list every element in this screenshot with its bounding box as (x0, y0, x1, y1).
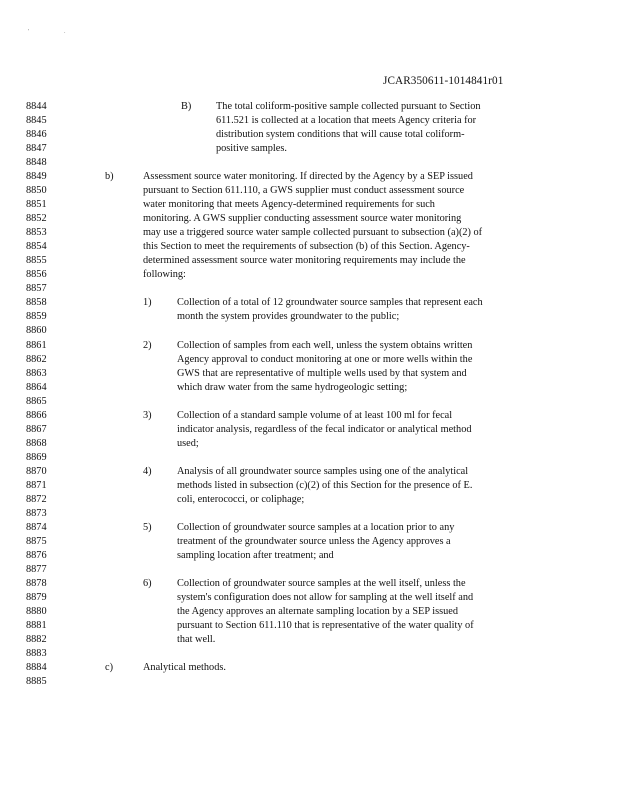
text-line: Collection of groundwater source samples at the well itself, unless the (177, 578, 466, 590)
text-line: treatment of the groundwater source unless the Agency approves a (177, 535, 451, 547)
text-line: this Section to meet the requirements of subsection (b) of this Section. Agency- (143, 241, 470, 253)
line-number: 8858 (26, 297, 47, 309)
line-number: 8877 (26, 563, 47, 575)
line-number: 8878 (26, 578, 47, 590)
text-line: Collection of a standard sample volume of at least 100 ml for fecal (177, 409, 453, 421)
text-line: sampling location after treatment; and (177, 549, 334, 561)
item-label: c) (105, 662, 113, 674)
text-line: positive samples. (216, 143, 287, 155)
line-number: 8875 (26, 535, 47, 547)
text-line: pursuant to Section 611.110 that is representative of the water quality of (177, 620, 474, 632)
text-line: Analysis of all groundwater source samples using one of the analytical (177, 465, 469, 477)
text-line: which draw water from the same hydrogeologic setting; (177, 381, 408, 393)
text-line: Collection of samples from each well, unless the system obtains written (177, 339, 473, 351)
line-number: 8873 (26, 507, 47, 519)
text-line: indicator analysis, regardless of the fecal indicator or analytical method (177, 423, 472, 435)
line-number: 8879 (26, 592, 47, 604)
item-label: 6) (143, 578, 152, 590)
item-label: B) (181, 101, 192, 112)
line-number: 8885 (26, 676, 47, 688)
text-line: water monitoring that meets Agency-determined requirements for such (143, 199, 435, 211)
line-number: 8846 (26, 129, 47, 141)
line-number: 8872 (26, 493, 47, 505)
line-number: 8849 (26, 171, 47, 183)
text-line: the Agency approves an alternate sampling location by a SEP issued (177, 606, 458, 618)
text-line: Collection of groundwater source samples at a location prior to any (177, 521, 455, 533)
text-line: Collection of a total of 12 groundwater source samples that represent each (177, 297, 483, 309)
line-number: 8861 (26, 339, 47, 351)
line-number: 8853 (26, 227, 47, 239)
text-line: system's configuration does not allow for sampling at the well itself and (177, 592, 474, 604)
line-number: 8856 (26, 269, 47, 281)
line-number: 8848 (26, 157, 47, 169)
line-number: 8868 (26, 437, 47, 449)
item-label: 5) (143, 521, 152, 533)
text-line: Analytical methods. (143, 662, 226, 674)
text-line: month the system provides groundwater to the public; (177, 311, 400, 323)
line-number: 8864 (26, 381, 47, 393)
line-number: 8866 (26, 409, 47, 421)
line-number: 8884 (26, 662, 47, 674)
line-number: 8859 (26, 311, 47, 323)
line-number: 8845 (26, 115, 47, 127)
line-number: 8863 (26, 367, 47, 379)
line-number: 8855 (26, 255, 47, 267)
line-number: 8874 (26, 521, 47, 533)
header-mark: ' (28, 29, 30, 35)
text-line: distribution system conditions that will cause total coliform- (216, 129, 465, 141)
line-number: 8883 (26, 648, 47, 660)
item-label: 3) (143, 409, 152, 421)
text-line: methods listed in subsection (c)(2) of this Section for the presence of E. (177, 479, 473, 491)
line-number: 8847 (26, 143, 47, 155)
item-label: 2) (143, 339, 152, 351)
item-label: 4) (143, 465, 152, 477)
line-number: 8871 (26, 479, 47, 491)
line-number: 8881 (26, 620, 47, 632)
line-number: 8860 (26, 325, 47, 337)
text-line: Agency approval to conduct monitoring at one or more wells within the (177, 353, 473, 365)
text-line: that well. (177, 634, 216, 646)
line-number: 8852 (26, 213, 47, 225)
line-number: 8870 (26, 465, 47, 477)
text-line: used; (177, 437, 199, 449)
text-line: determined assessment source water monitoring requirements may include the (143, 255, 466, 267)
header-mark: . (64, 29, 66, 35)
line-number: 8862 (26, 353, 47, 365)
line-number: 8882 (26, 634, 47, 646)
text-line: 611.521 is collected at a location that meets Agency criteria for (216, 115, 477, 127)
item-label: 1) (143, 297, 152, 309)
text-line: coli, enterococci, or coliphage; (177, 493, 305, 505)
line-number: 8854 (26, 241, 47, 253)
line-number: 8844 (26, 101, 47, 112)
line-number: 8850 (26, 185, 47, 197)
line-number: 8857 (26, 283, 47, 295)
line-number: 8876 (26, 549, 47, 561)
line-number: 8851 (26, 199, 47, 211)
document-id: JCAR350611-1014841r01 (383, 75, 504, 87)
text-line: monitoring. A GWS supplier conducting assessment source water monitoring (143, 213, 462, 225)
text-line: may use a triggered source water sample collected pursuant to subsection (a)(2) of (143, 227, 483, 239)
line-number: 8867 (26, 423, 47, 435)
item-label: b) (105, 171, 114, 183)
text-line: following: (143, 269, 186, 281)
line-number: 8865 (26, 395, 47, 407)
text-line: GWS that are representative of multiple wells used by that system and (177, 367, 467, 379)
text-line: Assessment source water monitoring. If directed by the Agency by a SEP issued (143, 171, 473, 183)
text-line: The total coliform-positive sample collected pursuant to Section (216, 101, 481, 112)
line-number: 8880 (26, 606, 47, 618)
text-line: pursuant to Section 611.110, a GWS supplier must conduct assessment source (143, 185, 465, 197)
line-number: 8869 (26, 451, 47, 463)
